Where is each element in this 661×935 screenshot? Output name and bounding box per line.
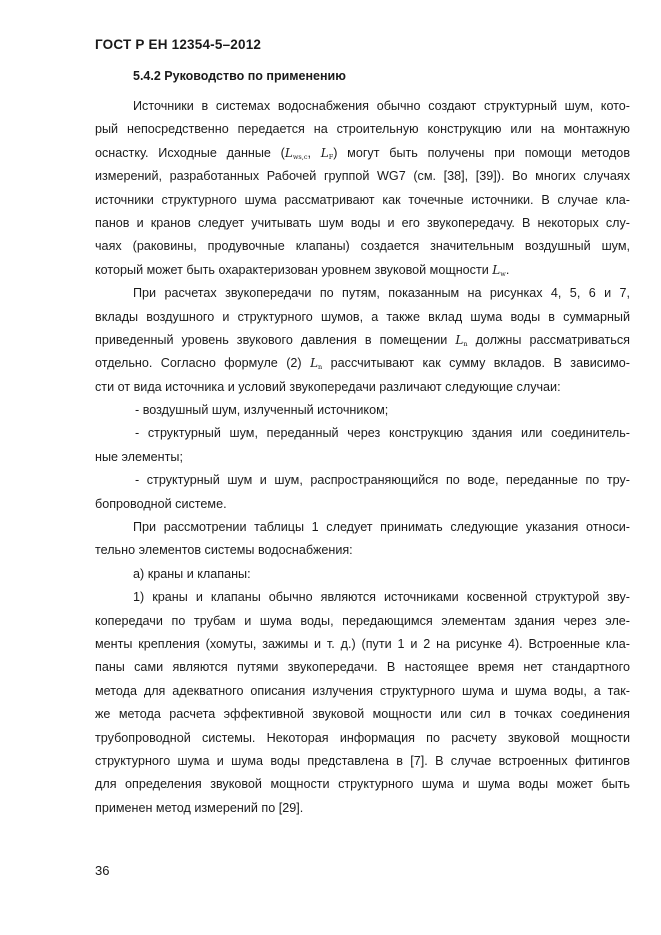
text-line: [95, 142, 630, 165]
math-symbol: [321, 146, 333, 160]
text-line: трубопроводной системы. Некоторая информация по расчету звуковой мощности: [95, 730, 630, 745]
text-line: Источники в системах водоснабжения обычно создают структурный шум, кото-: [133, 99, 630, 113]
text-segment: отдельно. Согласно формуле (2): [95, 356, 311, 371]
math-subscript: ws,c: [292, 152, 308, 161]
text-line: же метода расчета эффективной звуковой мощности или сил в точках соединения: [95, 707, 630, 722]
text-line: метода для адекватного описания излучения структурного шума и шума воды, а так-: [95, 683, 630, 698]
text-segment: оснастку. Исходные данные (: [95, 145, 285, 160]
text-line: измерений, разработанных Рабочей группой WG7 (см. [38], [39]). Во многих случаях: [95, 169, 630, 184]
math-subscript: n: [318, 363, 323, 372]
math-var: L: [310, 356, 319, 371]
text-line: ные элементы;: [95, 449, 183, 464]
text-line: вклады воздушного и структурного шумов, а также вклад шума воды в суммарный: [95, 309, 630, 324]
page-number: 36: [95, 863, 110, 878]
text-line: источники структурного шума рассматривают как точечные источники. В случае кла-: [95, 192, 630, 207]
text-line: [95, 352, 630, 375]
text-line: менты крепления (хомуты, зажимы и т. д.) (пути 1 и 2 на рисунке 4). Встроенные кла-: [95, 636, 630, 651]
text-line: паны сами являются путями звукопередачи. В настоящее время нет стандартного: [95, 660, 630, 675]
text-line: применен метод измерений по [29].: [95, 800, 304, 815]
math-symbol: [310, 356, 322, 370]
text-segment: приведенный уровень звукового давления в помещении: [95, 332, 456, 347]
text-segment: рассчитывают как сумму вкладов. В зависимо-: [322, 356, 630, 371]
text-line: копередачи по трубам и шума воды, передающимся элементам здания через эле-: [95, 613, 630, 628]
list-item: - структурный шум, переданный через конструкцию здания или соединитель-: [135, 426, 630, 441]
text-line: для определения звуковой мощности структурного шума и шума воды может быть: [95, 777, 630, 792]
text-line: При расчетах звукопередачи по путям, показанным на рисунках 4, 5, 6 и 7,: [133, 286, 630, 301]
text-line: структурного шума и шума воды представлена в [7]. В случае встроенных фитингов: [95, 753, 630, 768]
math-var: L: [284, 145, 293, 160]
section-title: 5.4.2 Руководство по применению: [133, 69, 346, 83]
list-item: а) краны и клапаны:: [133, 566, 251, 581]
list-item: 1) краны и клапаны обычно являются источниками косвенной структурой зву-: [133, 590, 630, 605]
text-line: чаях (раковины, продувочные клапаны) создается значительным воздушный шум,: [95, 239, 630, 254]
text-line: тельно элементов системы водоснабжения:: [95, 543, 353, 558]
math-symbol: [455, 333, 467, 347]
text-line: рый непосредственно передается на строительную конструкцию или на монтажную: [95, 122, 630, 137]
text-segment: ) могут быть получены при помощи методов: [333, 145, 631, 160]
math-symbol: [492, 263, 506, 277]
text-line: бопроводной системе.: [95, 496, 227, 511]
text-line: [95, 259, 630, 282]
text-segment: который может быть охарактеризован уровнем звуковой мощности: [95, 262, 493, 277]
text-line: [95, 329, 630, 352]
text-line: сти от вида источника и условий звукопередачи различают следующие случаи:: [95, 379, 561, 394]
math-subscript: w: [500, 269, 506, 278]
document-header: ГОСТ Р ЕН 12354-5–2012: [95, 37, 262, 52]
math-var: L: [320, 145, 329, 160]
math-var: L: [492, 262, 501, 277]
text-line: панов и кранов следует учитывать шум воды и его звукопередачу. В некоторых слу-: [95, 215, 630, 230]
text-line: При рассмотрении таблицы 1 следует принимать следующие указания относи-: [133, 520, 630, 535]
math-symbol: [285, 146, 308, 160]
math-subscript: F: [328, 152, 334, 161]
body-text: [95, 95, 630, 820]
text-segment: .: [505, 262, 510, 277]
text-segment: должны рассматриваться: [467, 332, 630, 347]
list-item: - воздушный шум, излученный источником;: [135, 403, 389, 418]
text-segment: ,: [307, 145, 321, 160]
math-var: L: [455, 332, 464, 347]
math-subscript: n: [463, 339, 468, 348]
list-item: - структурный шум и шум, распространяющийся по воде, переданные по тру-: [135, 473, 630, 488]
